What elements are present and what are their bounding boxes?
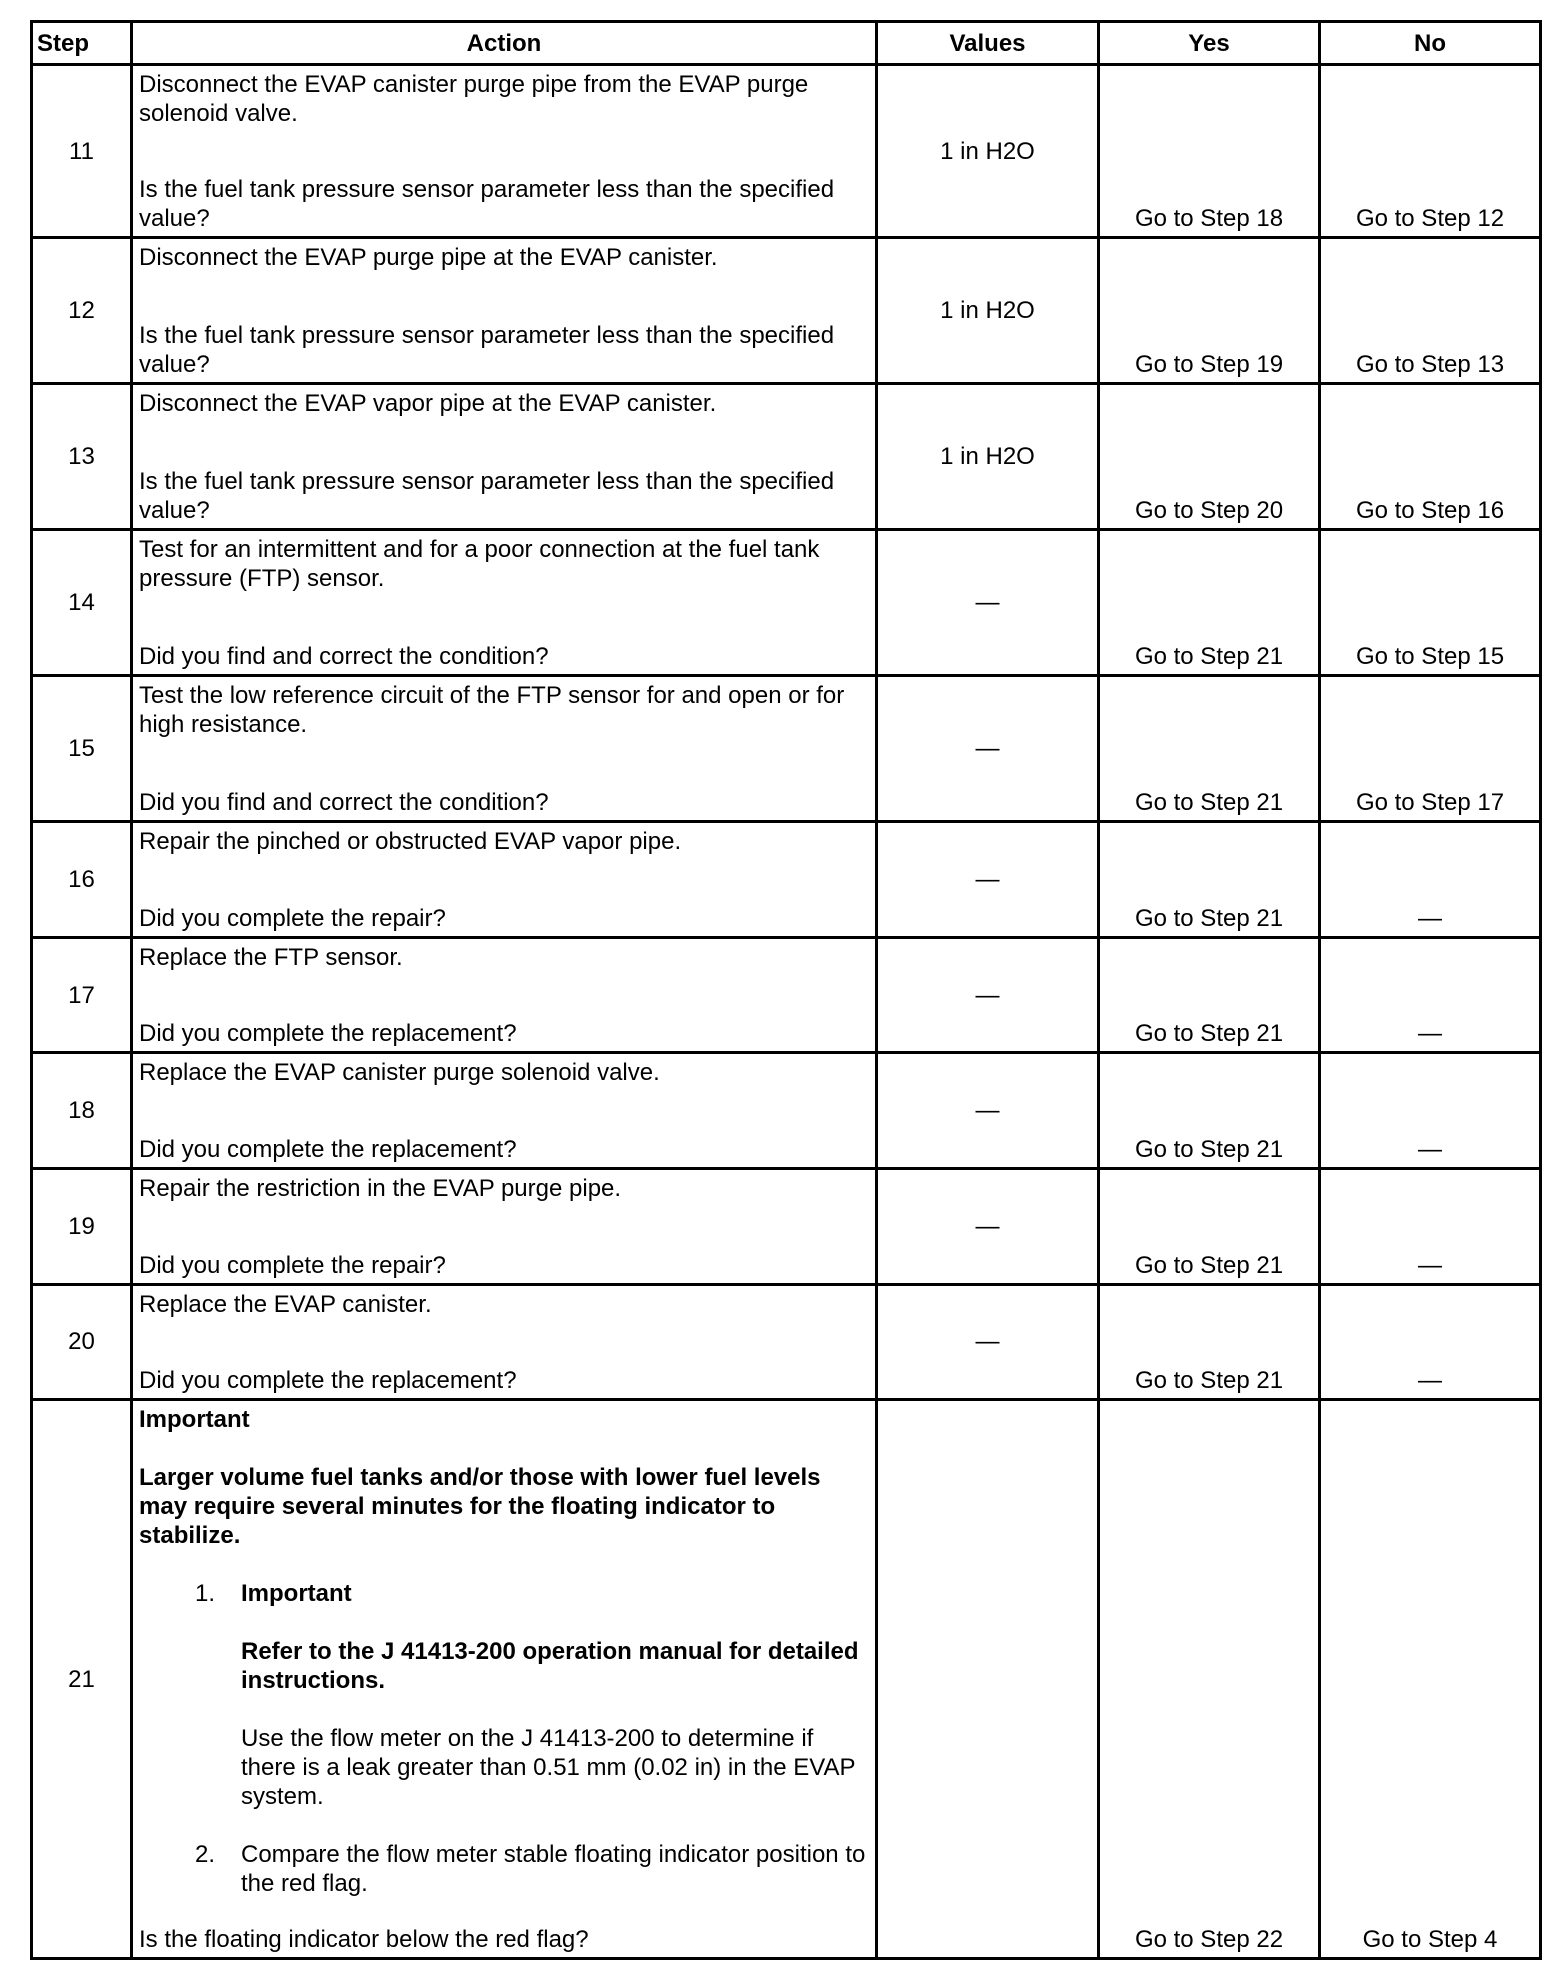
values-cell: — (877, 1168, 1099, 1284)
list-number: 2. (194, 1841, 215, 1869)
table-row (32, 822, 1541, 938)
list-item-text: Use the flow meter on the J 41413-200 to determine if there is a leak greater than 0.51 mm (0.02 in) in the EVAP system. (241, 1725, 856, 1811)
yes-cell: Go to Step 21 (1099, 530, 1320, 676)
table-row-step-21 (32, 1400, 1541, 1959)
action-question: Did you complete the replacement? (139, 1135, 517, 1163)
step-number: 17 (32, 937, 132, 1053)
step-number: 21 (32, 1400, 132, 1959)
step-number: 14 (32, 530, 132, 676)
important-note: Refer to the J 41413-200 operation manual for detailed instructions. (241, 1638, 859, 1695)
list-item-body (241, 1579, 869, 1811)
table-row (32, 384, 1541, 530)
important-label: Important (139, 1406, 250, 1434)
action-content (139, 389, 869, 525)
values-cell: — (877, 676, 1099, 822)
list-number: 1. (194, 1580, 215, 1608)
table-row (32, 1284, 1541, 1400)
action-question: Is the fuel tank pressure sensor parameter less than the specified value? (139, 322, 835, 379)
action-cell (132, 1053, 877, 1169)
action-content (139, 1405, 869, 1954)
yes-cell: Go to Step 21 (1099, 1284, 1320, 1400)
header-row (32, 22, 1541, 65)
action-instruction: Replace the FTP sensor. (139, 943, 403, 971)
values-cell: 1 in H2O (877, 238, 1099, 384)
action-instruction: Disconnect the EVAP canister purge pipe from the EVAP purge solenoid valve. (139, 71, 809, 127)
step-number: 20 (32, 1284, 132, 1400)
action-instruction: Replace the EVAP canister. (139, 1290, 432, 1318)
no-cell: Go to Step 13 (1320, 238, 1541, 384)
yes-cell: Go to Step 19 (1099, 238, 1320, 384)
action-instruction: Repair the pinched or obstructed EVAP vapor pipe. (139, 828, 682, 856)
list-item-text: Compare the flow meter stable floating indicator position to the red flag. (241, 1841, 866, 1898)
action-question: Is the fuel tank pressure sensor parameter less than the specified value? (139, 176, 835, 233)
action-instruction: Test for an intermittent and for a poor connection at the fuel tank pressure (FTP) sensor. (139, 536, 820, 593)
values-cell: 1 in H2O (877, 384, 1099, 530)
step-number: 15 (32, 676, 132, 822)
step-number: 18 (32, 1053, 132, 1169)
action-cell (132, 530, 877, 676)
yes-cell: Go to Step 21 (1099, 676, 1320, 822)
action-content (139, 70, 869, 233)
action-cell (132, 238, 877, 384)
list-item-1 (139, 1579, 869, 1811)
no-cell: — (1320, 822, 1541, 938)
header-yes: Yes (1099, 22, 1320, 65)
action-question: Is the fuel tank pressure sensor parameter less than the specified value? (139, 468, 835, 525)
table-row (32, 238, 1541, 384)
action-instructions (139, 1405, 869, 1898)
values-cell: — (877, 937, 1099, 1053)
action-instruction: Repair the restriction in the EVAP purge pipe. (139, 1174, 622, 1202)
step-number: 11 (32, 65, 132, 238)
table-row (32, 1168, 1541, 1284)
action-instruction: Disconnect the EVAP purge pipe at the EVAP canister. (139, 244, 718, 272)
table-row (32, 530, 1541, 676)
action-question: Did you complete the replacement? (139, 1367, 517, 1395)
action-question: Did you complete the repair? (139, 1251, 446, 1279)
action-content (139, 1174, 869, 1280)
table-row (32, 676, 1541, 822)
important-note: Larger volume fuel tanks and/or those with lower fuel levels may require several minutes for the floating indicator to stabilize. (139, 1464, 821, 1550)
action-cell (132, 65, 877, 238)
action-instruction: Disconnect the EVAP vapor pipe at the EVAP canister. (139, 390, 717, 418)
values-cell: 1 in H2O (877, 65, 1099, 238)
no-cell: Go to Step 15 (1320, 530, 1541, 676)
action-question: Did you complete the replacement? (139, 1020, 517, 1048)
yes-cell: Go to Step 22 (1099, 1400, 1320, 1959)
header-step: Step (32, 22, 132, 65)
no-cell: — (1320, 1053, 1541, 1169)
action-instruction: Test the low reference circuit of the FTP sensor for and open or for high resistance. (139, 682, 845, 739)
action-cell (132, 1168, 877, 1284)
action-cell (132, 384, 877, 530)
values-cell: — (877, 1284, 1099, 1400)
diagnostic-table (30, 20, 1542, 1960)
yes-cell: Go to Step 21 (1099, 1168, 1320, 1284)
list-item-body (241, 1840, 869, 1898)
action-content (139, 827, 869, 933)
action-content (139, 1058, 869, 1164)
action-cell (132, 822, 877, 938)
action-instruction: Replace the EVAP canister purge solenoid valve. (139, 1059, 660, 1087)
header-no: No (1320, 22, 1541, 65)
list-item-2 (139, 1840, 869, 1898)
values-cell: — (877, 1053, 1099, 1169)
step-number: 13 (32, 384, 132, 530)
table-row (32, 1053, 1541, 1169)
action-content (139, 943, 869, 1049)
action-content (139, 1290, 869, 1396)
no-cell: — (1320, 1168, 1541, 1284)
no-cell: Go to Step 16 (1320, 384, 1541, 530)
no-cell: — (1320, 937, 1541, 1053)
action-question: Did you find and correct the condition? (139, 789, 549, 817)
header-action: Action (132, 22, 877, 65)
step-number: 16 (32, 822, 132, 938)
no-cell: — (1320, 1284, 1541, 1400)
no-cell: Go to Step 12 (1320, 65, 1541, 238)
action-cell (132, 937, 877, 1053)
action-content (139, 243, 869, 379)
values-cell: — (877, 822, 1099, 938)
yes-cell: Go to Step 18 (1099, 65, 1320, 238)
action-cell (132, 676, 877, 822)
no-cell: Go to Step 17 (1320, 676, 1541, 822)
action-question: Did you complete the repair? (139, 904, 446, 932)
action-question: Did you find and correct the condition? (139, 643, 549, 671)
yes-cell: Go to Step 21 (1099, 1053, 1320, 1169)
action-content (139, 535, 869, 671)
values-cell: — (877, 530, 1099, 676)
values-cell (877, 1400, 1099, 1959)
action-cell (132, 1284, 877, 1400)
step-number: 12 (32, 238, 132, 384)
no-cell: Go to Step 4 (1320, 1400, 1541, 1959)
header-values: Values (877, 22, 1099, 65)
table-row (32, 65, 1541, 238)
important-label: Important (241, 1580, 352, 1608)
action-cell (132, 1400, 877, 1959)
yes-cell: Go to Step 21 (1099, 937, 1320, 1053)
yes-cell: Go to Step 20 (1099, 384, 1320, 530)
step-number: 19 (32, 1168, 132, 1284)
action-content (139, 681, 869, 817)
table-row (32, 937, 1541, 1053)
action-question: Is the floating indicator below the red flag? (139, 1926, 589, 1953)
yes-cell: Go to Step 21 (1099, 822, 1320, 938)
